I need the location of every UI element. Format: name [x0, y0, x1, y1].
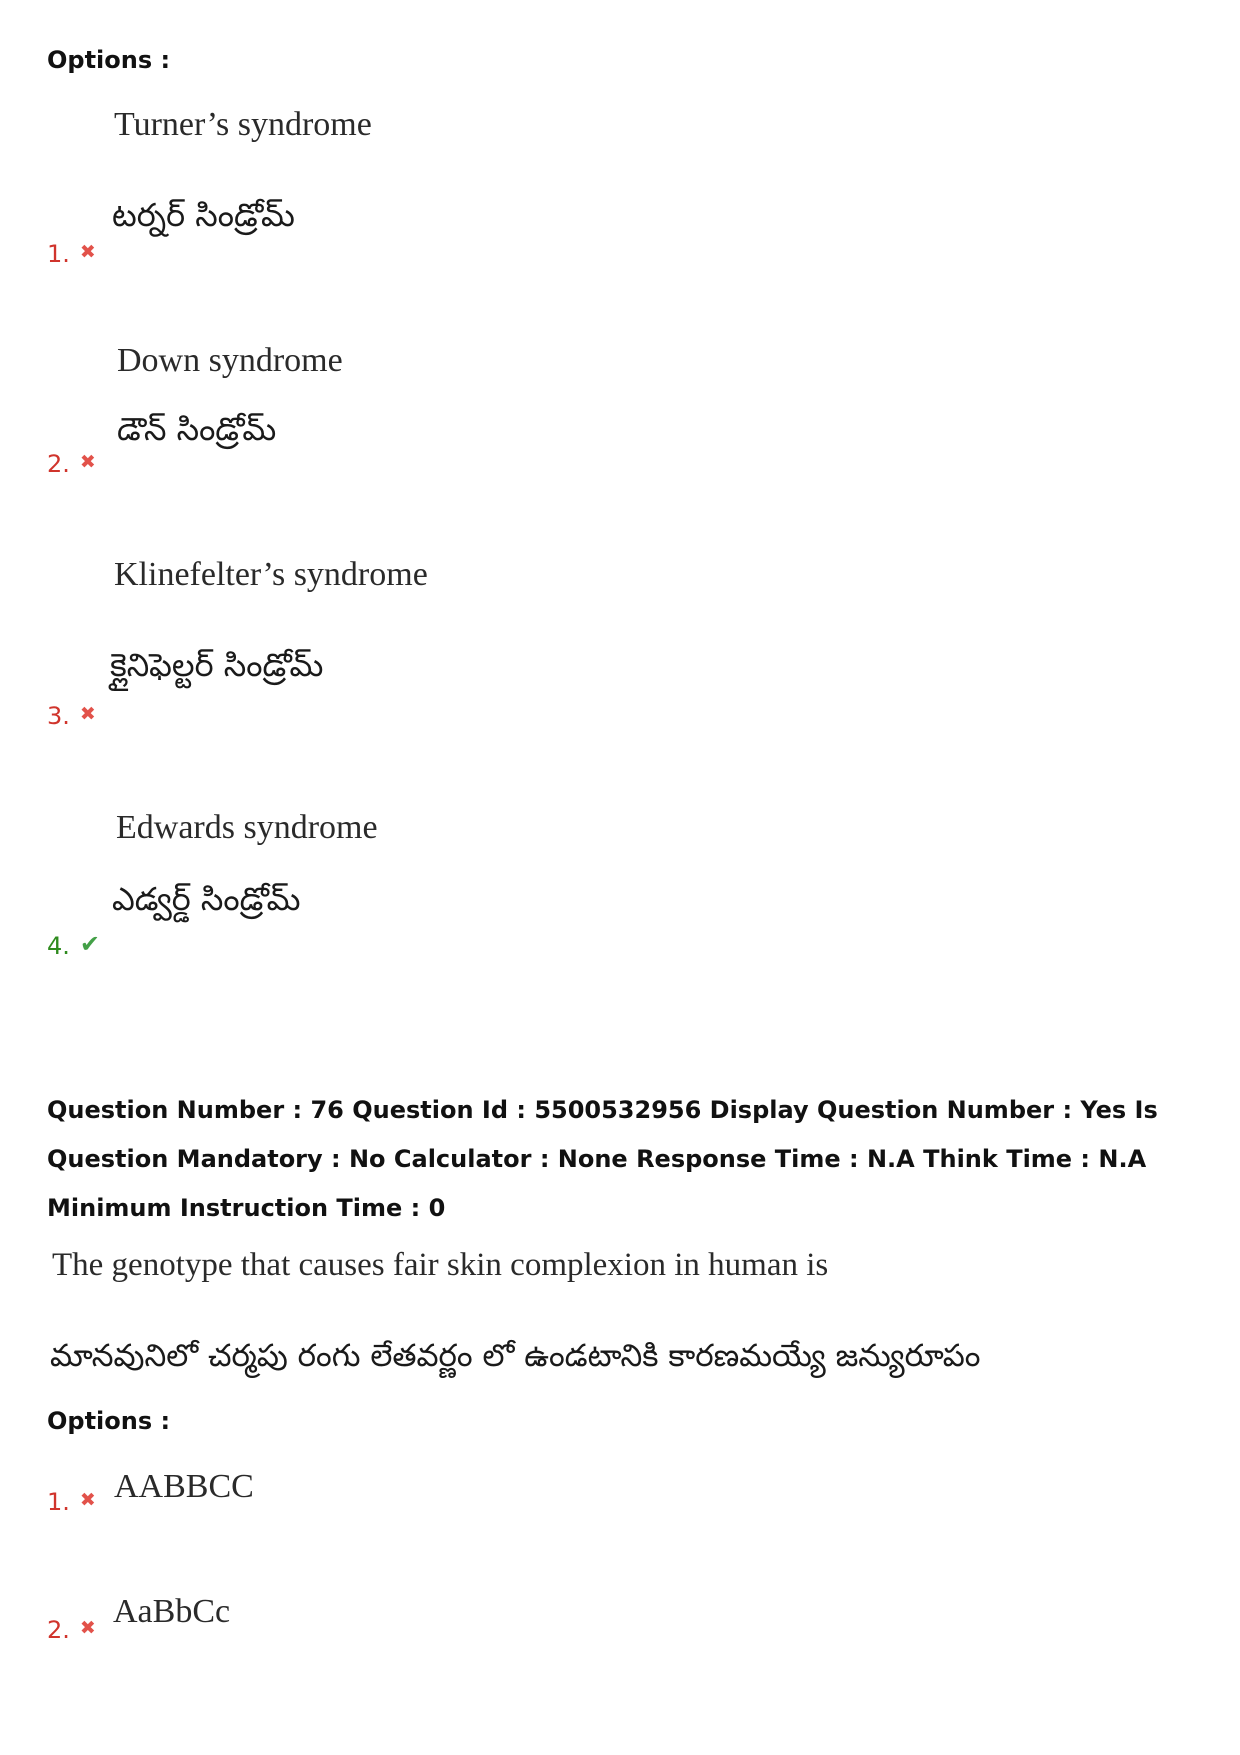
wrong-icon: ✖	[79, 1489, 96, 1511]
options-heading-q76: Options :	[47, 1407, 171, 1435]
option-1-marker	[47, 240, 96, 268]
option-4-english: Edwards syndrome	[116, 809, 378, 846]
wrong-icon: ✖	[79, 241, 96, 263]
question-meta: Question Number : 76 Question Id : 5500532956 Display Question Number : Yes Is Question Mandatory : No Calculator : None Response Time : N.A Think Time : N.A Minimum Instruction Time : 0	[47, 1096, 1158, 1222]
question-telugu: మానవునిలో చర్మపు రంగు లేతవర్ణం లో ఉండటానికి కారణమయ్యే జన్యురూపం	[50, 1338, 981, 1374]
q76-option-1-marker	[47, 1488, 96, 1516]
q76-option-1-text: AABBCC	[114, 1468, 254, 1505]
option-3-telugu: క్లైనిఫెల్టర్ సిండ్రోమ్	[110, 646, 324, 684]
option-2-english: Down syndrome	[117, 342, 343, 379]
q76-option-1-number: 1.	[47, 1488, 70, 1516]
check-icon: ✔	[79, 930, 101, 958]
wrong-icon: ✖	[79, 1617, 96, 1639]
option-4-marker	[47, 930, 100, 960]
q76-option-2-marker	[47, 1616, 96, 1644]
option-1-number: 1.	[47, 240, 70, 268]
option-4-telugu: ఎడ్వర్డ్ సిండ్రోమ్	[112, 880, 301, 918]
wrong-icon: ✖	[79, 703, 96, 725]
option-2-number: 2.	[47, 450, 70, 478]
options-heading: Options :	[47, 46, 171, 74]
wrong-icon: ✖	[79, 451, 96, 473]
option-3-number: 3.	[47, 702, 70, 730]
q76-option-2-number: 2.	[47, 1616, 70, 1644]
option-1-english: Turner’s syndrome	[114, 106, 372, 143]
option-2-marker	[47, 450, 96, 478]
option-3-marker	[47, 702, 96, 730]
option-1-telugu: టర్నర్ సిండ్రోమ్	[112, 196, 295, 234]
option-2-telugu: డౌన్ సిండ్రోమ్	[117, 410, 277, 448]
option-4-number: 4.	[47, 932, 70, 960]
question-english: The genotype that causes fair skin complexion in human is	[52, 1247, 829, 1283]
option-3-english: Klinefelter’s syndrome	[114, 556, 428, 593]
q76-option-2-text: AaBbCc	[113, 1593, 231, 1630]
